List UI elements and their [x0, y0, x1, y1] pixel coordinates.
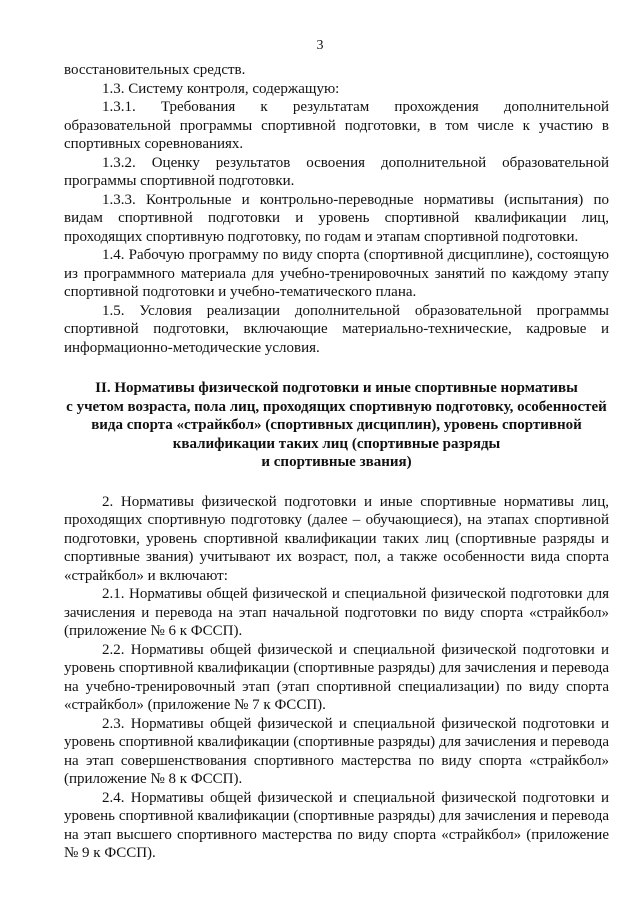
section-heading-line: и спортивные звания) — [261, 454, 412, 470]
paragraph-1-3-3: 1.3.3. Контрольные и контрольно-переводные нормативы (испытания) по видам спортивной подготовки и уровень спортивной квалификации лиц, проходящих спортивную подготовку, по годам и этапам спортивной подготовки. — [64, 191, 609, 245]
paragraph-continuation: восстановительных средств. — [64, 62, 246, 78]
paragraph-1-3: 1.3. Систему контроля, содержащую: — [102, 80, 340, 97]
paragraph-1-4: 1.4. Рабочую программу по виду спорта (спортивной дисциплине), состоящую из программного материала для учебно-тренировочных занятий по каждому этапу спортивной подготовки и учебно-тематического плана. — [64, 247, 609, 300]
page-number: 3 — [316, 38, 324, 53]
paragraph-2-3: 2.3. Нормативы общей физической и специальной физической подготовки и уровень спортивной квалификации (спортивные разряды) для зачисления и перевода на этап совершенствования спортивного мастерства по виду спорта «страйкбол» (приложение № 8 к ФССП). — [64, 715, 609, 787]
section-heading-line: II. Нормативы физической подготовки и иные спортивные нормативы — [95, 380, 578, 396]
section-heading-line: с учетом возраста, пола лиц, проходящих спортивную подготовку, особенностей — [66, 398, 607, 415]
paragraph-2-4: 2.4. Нормативы общей физической и специальной физической подготовки и уровень спортивной квалификации (спортивные разряды) для зачисления и перевода на этап высшего спортивного мастерства по виду спорта «страйкбол» (приложение № 9 к ФССП). — [64, 789, 609, 861]
paragraph-1-3-1: 1.3.1. Требования к результатам прохождения дополнительной образовательной программы спортивной подготовки, в том числе к участию в спортивных соревнованиях. — [64, 99, 609, 152]
paragraph-1-3-2: 1.3.2. Оценку результатов освоения дополнительной образовательной программы спортивной подготовки. — [64, 154, 609, 189]
section-heading — [64, 379, 609, 472]
section-heading-line: квалификации таких лиц (спортивные разряды — [172, 435, 501, 452]
paragraph-2: 2. Нормативы физической подготовки и иные спортивные нормативы лиц, проходящих спортивную подготовку (далее – обучающиеся), на этапах спортивной подготовки, уровень спортивной квалификации таких лиц (спортивные разряды и спортивные звания) учитывают их возраст, пол, а также особенности вида спорта «страйкбол» и включают: — [64, 493, 609, 584]
paragraph-2-2: 2.2. Нормативы общей физической и специальной физической подготовки и уровень спортивной квалификации (спортивные разряды) для зачисления и перевода на учебно-тренировочный этап (этап спортивной специализации) по виду спорта «страйкбол» (приложение № 7 к ФССП). — [64, 641, 609, 713]
section-heading-line: вида спорта «страйкбол» (спортивных дисциплин), уровень спортивной — [91, 417, 582, 433]
paragraph-1-5: 1.5. Условия реализации дополнительной образовательной программы спортивной подготовки, включающие материально-технические, кадровые и информационно-методические условия. — [64, 302, 609, 356]
paragraph-2-1: 2.1. Нормативы общей физической и специальной физической подготовки для зачисления и перевода на этап начальной подготовки по виду спорта «страйкбол» (приложение № 6 к ФССП). — [64, 586, 609, 639]
document-body — [64, 61, 609, 863]
